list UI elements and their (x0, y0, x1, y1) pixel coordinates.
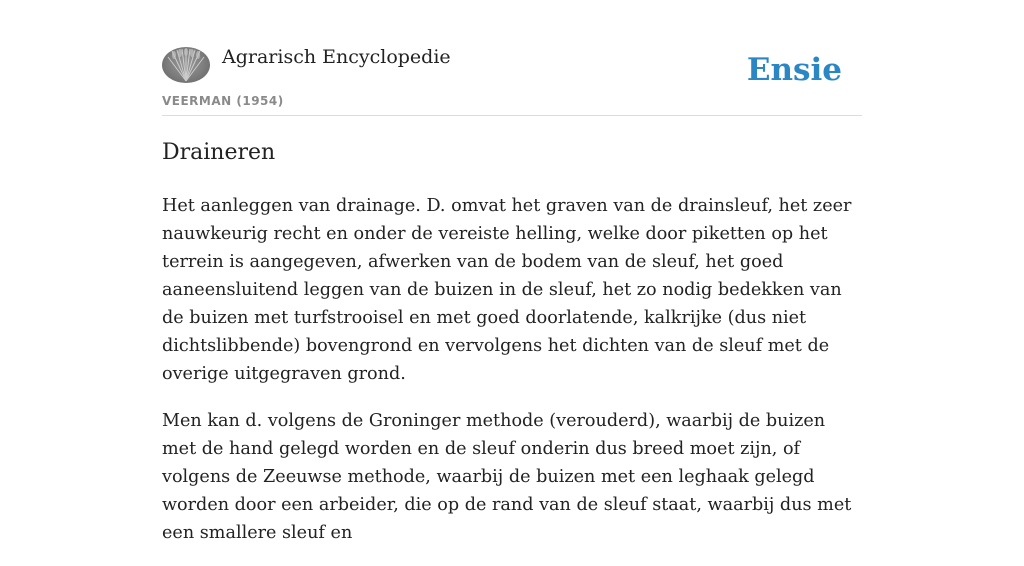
content-container (162, 0, 862, 543)
wheat-sheaf-icon (162, 47, 210, 83)
publication-name[interactable]: Agrarisch Encyclopedie (222, 46, 451, 68)
brand-logo[interactable]: Ensie (746, 52, 842, 88)
header (162, 0, 862, 116)
article-title: Draineren (162, 140, 276, 165)
article-body (162, 192, 862, 566)
paragraph: Men kan d. volgens de Groninger methode (verouderd), waarbij de buizen met de hand gelegd worden en de sleuf onderin dus breed moet zijn, of volgens de Zeeuwse methode, waarbij de buizen met een leghaak gelegd worden door een arbeider, die op de rand van de sleuf staat, waarbij dus met een smallere sleuf en (162, 411, 852, 543)
paragraph: Het aanleggen van drainage. D. omvat het graven van de drainsleuf, het zeer nauwkeurig recht en onder de vereiste helling, welke door piketten op het terrein is aangegeven, afwerken van de bodem van de sleuf, het goed aaneensluitend leggen van de buizen in de sleuf, het zo nodig bedekken van de buizen met turfstrooisel en met goed doorlatende, kalkrijke (dus niet dichtslibbende) bovengrond en vervolgens het dichten van de sleuf met de overige uitgegraven grond. (162, 196, 852, 384)
source-label: VEERMAN (1954) (162, 94, 284, 108)
